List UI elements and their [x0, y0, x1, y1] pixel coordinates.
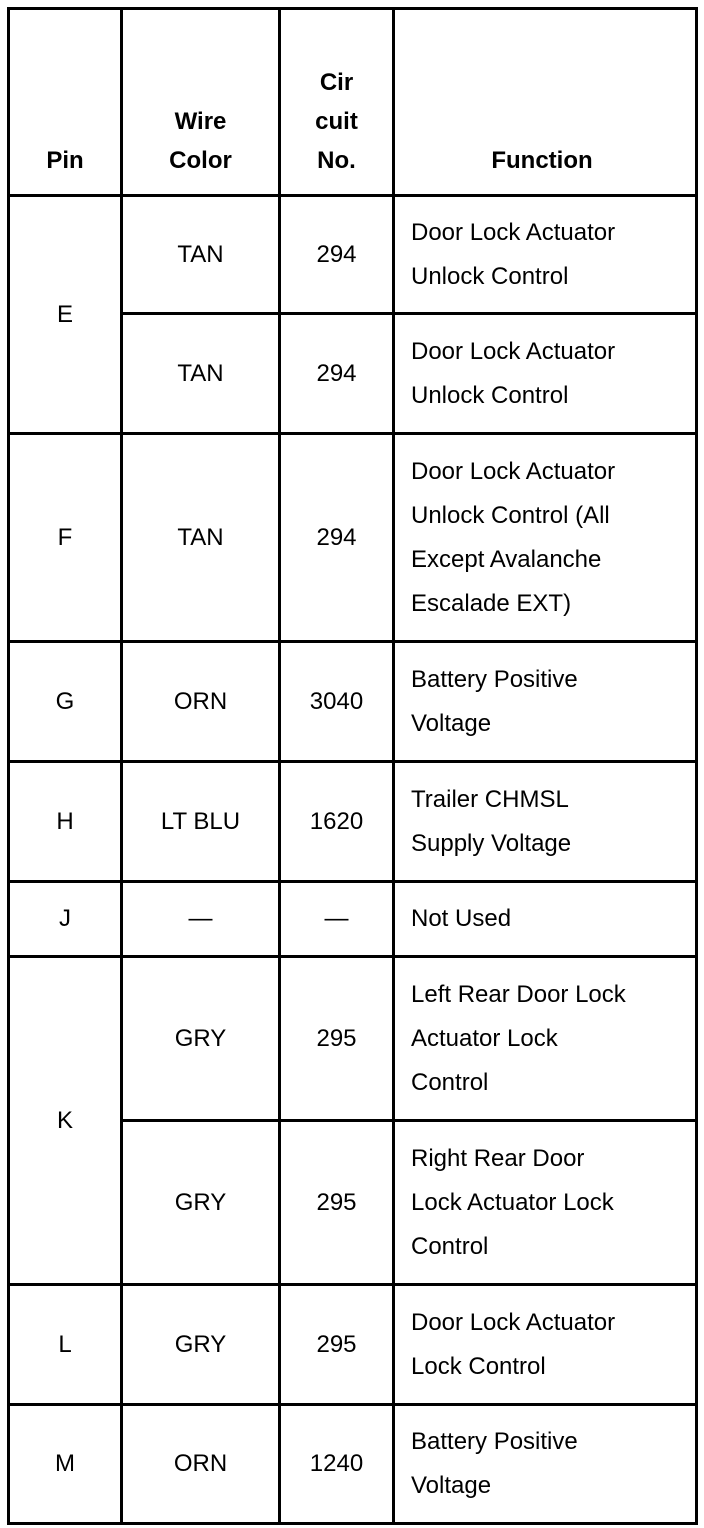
pin-cell: M	[9, 1405, 122, 1524]
pin-cell: H	[9, 762, 122, 882]
wire-color-cell: TAN	[122, 314, 280, 434]
function-cell: Left Rear Door Lock Actuator Lock Control	[394, 957, 697, 1121]
table-row	[9, 762, 697, 882]
function-cell: Door Lock Actuator Unlock Control	[394, 196, 697, 314]
pin-cell: E	[9, 196, 122, 434]
circuit-cell: 295	[280, 1285, 394, 1405]
wire-color-cell: LT BLU	[122, 762, 280, 882]
table-row	[9, 434, 697, 642]
pin-cell: G	[9, 642, 122, 762]
circuit-cell: 295	[280, 1121, 394, 1285]
circuit-cell: 294	[280, 196, 394, 314]
table-row	[9, 196, 697, 314]
wire-color-cell: TAN	[122, 196, 280, 314]
pin-cell: L	[9, 1285, 122, 1405]
table-row	[9, 1285, 697, 1405]
function-cell: Not Used	[394, 882, 697, 957]
pin-cell: K	[9, 957, 122, 1285]
header-function: Function	[394, 9, 697, 196]
circuit-cell: 3040	[280, 642, 394, 762]
pin-cell: F	[9, 434, 122, 642]
pinout-table	[7, 7, 698, 1525]
circuit-cell: 295	[280, 957, 394, 1121]
circuit-cell: 294	[280, 434, 394, 642]
circuit-cell: 294	[280, 314, 394, 434]
circuit-cell: —	[280, 882, 394, 957]
pin-cell: J	[9, 882, 122, 957]
table-row	[9, 957, 697, 1121]
function-cell: Door Lock Actuator Unlock Control	[394, 314, 697, 434]
function-cell: Right Rear Door Lock Actuator Lock Control	[394, 1121, 697, 1285]
header-row	[9, 9, 697, 196]
table-row	[9, 882, 697, 957]
header-pin: Pin	[9, 9, 122, 196]
function-cell: Trailer CHMSL Supply Voltage	[394, 762, 697, 882]
table-row	[9, 642, 697, 762]
function-cell: Door Lock Actuator Unlock Control (All Except Avalanche Escalade EXT)	[394, 434, 697, 642]
circuit-cell: 1240	[280, 1405, 394, 1524]
header-circuit-no: Cir cuit No.	[280, 9, 394, 196]
function-cell: Door Lock Actuator Lock Control	[394, 1285, 697, 1405]
table-row	[9, 1405, 697, 1524]
wire-color-cell: GRY	[122, 1285, 280, 1405]
function-cell: Battery Positive Voltage	[394, 1405, 697, 1524]
wire-color-cell: —	[122, 882, 280, 957]
wire-color-cell: TAN	[122, 434, 280, 642]
wire-color-cell: GRY	[122, 957, 280, 1121]
wire-color-cell: GRY	[122, 1121, 280, 1285]
wire-color-cell: ORN	[122, 1405, 280, 1524]
function-cell: Battery Positive Voltage	[394, 642, 697, 762]
circuit-cell: 1620	[280, 762, 394, 882]
wire-color-cell: ORN	[122, 642, 280, 762]
header-wire-color: Wire Color	[122, 9, 280, 196]
